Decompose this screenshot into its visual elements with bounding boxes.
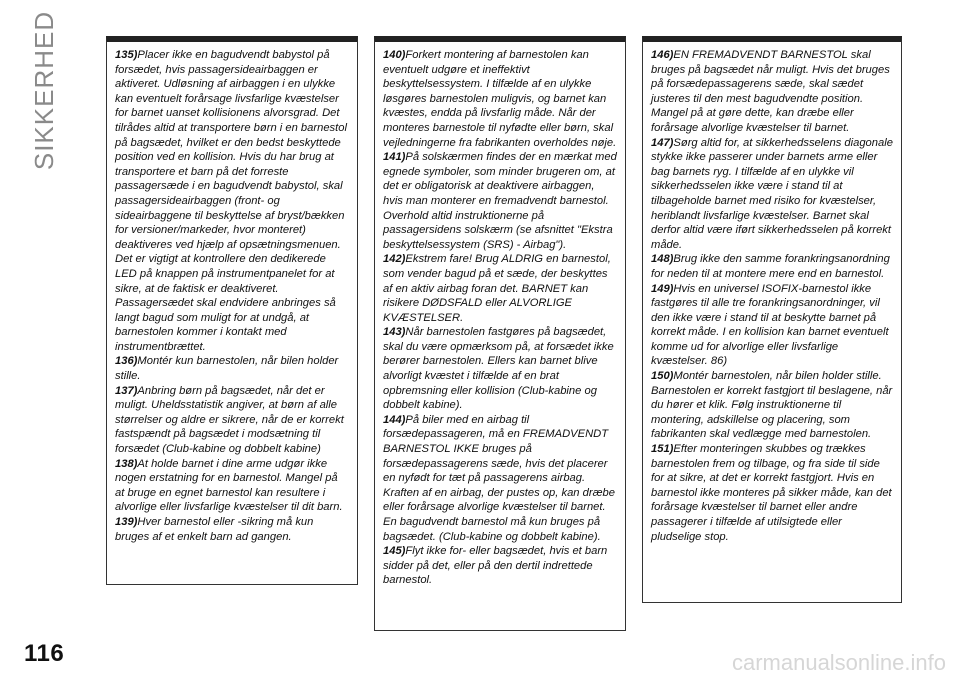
warning-number: 144) — [383, 413, 406, 426]
warning-box-2 — [374, 36, 626, 631]
warning-number: 150) — [651, 370, 674, 383]
warning-text: Ekstrem fare! Brug ALDRIG en barnestol, som vender bagud på et sæde, der beskyttes af en aktiv airbag foran det. BARNET kan risikere DØDSFALD eller ALVORLIGE KVÆSTELSER. — [383, 253, 611, 324]
warning-text: At holde barnet i dine arme udgør ikke nogen erstatning for en barnestol. Mangel på at bruge en egnet barnestol kan resultere i alvorlige eller livsfarlige kvæstelser til dit barn. — [115, 457, 343, 514]
warning-number: 137) — [115, 384, 138, 397]
warning-paragraph — [651, 442, 893, 544]
warning-number: 140) — [383, 49, 406, 61]
warning-text: Sørg altid for, at sikkerhedsselens diagonale stykke ikke passerer under barnets arme eller bag barnets ryg. I tilfælde af en ulykke vil sikkerhedsselen ikke være i stand til at tilbageholde barnet med risiko for kvæstelser, heriblandt livsfarlige kvæstelser. Barnet skal derfor altid være iført sikkerhedsselen på korrekt måde. — [651, 136, 893, 251]
warning-number: 141) — [383, 151, 406, 164]
warning-paragraph — [115, 48, 349, 354]
warning-text: Når barnestolen fastgøres på bagsædet, skal du være opmærksom på, at forsædet ikke berører barnestolen. Ellers kan barnet blive alvorligt kvæstet i tilfælde af en brat opbremsning eller kollision (Club-kabine og dobbelt kabine). — [383, 326, 614, 412]
warning-text: Montér barnestolen, når bilen holder stille. Barnestolen er korrekt fastgjort til beslagene, når du hører et klik. Følg instruktionerne til montering, adskillelse og placering, som fabrikanten skal vedlægge med barnestolen. — [651, 370, 893, 441]
warning-paragraph — [651, 136, 893, 253]
warning-paragraph — [383, 150, 617, 252]
warning-text: Hver barnestol eller -sikring må kun bruges af et enkelt barn ad gangen. — [115, 516, 314, 543]
warning-paragraph — [383, 252, 617, 325]
section-tab — [14, 10, 76, 170]
warning-text: EN FREMADVENDT BARNESTOL skal bruges på bagsædet når muligt. Hvis det bruges på forsædepassagerens sæde, skal sædet justeres til den mest bagudvendte position. Mangel på at gøre dette, kan dræbe eller forårsage alvorlige kvæstelser til barnet. — [651, 49, 890, 134]
warning-paragraph — [383, 544, 617, 588]
warning-number: 145) — [383, 545, 406, 558]
warning-text: På solskærmen findes der en mærkat med egnede symboler, som minder brugeren om, at det er obligatorisk at deaktivere airbaggen, hvis man monterer en fremadvendt barnestol. Overhold altid instruktionerne på passagersidens solskærm (se afsnittet "Ekstra beskyttelsessystem (SRS) - Airbag"). — [383, 151, 617, 251]
warning-text: Montér kun barnestolen, når bilen holder stille. — [115, 355, 339, 383]
warning-number: 146) — [651, 49, 674, 61]
warning-text: Anbring børn på bagsædet, når det er muligt. Uheldsstatistik angiver, at børn af alle størrelser og aldre er sikrere, når de er korrekt fastspændt på bagsædet i modsætning til forsædet (Club-kabine og dobbelt kabine) — [115, 384, 344, 456]
warning-paragraph — [115, 515, 349, 544]
warning-paragraph — [115, 457, 349, 515]
warning-number: 142) — [383, 253, 406, 266]
warning-paragraph — [651, 369, 893, 442]
warning-paragraph — [651, 252, 893, 281]
watermark: carmanualsonline.info — [731, 650, 946, 675]
warning-paragraph — [115, 384, 349, 457]
warning-text: Brug ikke den samme forankringsanordning for neden til at montere mere end en barnestol. — [651, 253, 890, 280]
warning-number: 138) — [115, 457, 138, 470]
warning-paragraph — [383, 413, 617, 544]
warning-number: 151) — [651, 443, 674, 456]
warning-text: På biler med en airbag til forsædepassageren, må en FREMADVENDT BARNESTOL IKKE bruges på forsædepassagerens sæde, hvis det placerer en nyfødt for tæt på passagerens airbag. Kraften af en airbag, der pustes op, kan dræbe eller forårsage alvorlige kvæstelser til barnet. En bagudvendt barnestol må kun bruges på bagsædet. (Club-kabine og dobbelt kabine). — [383, 413, 615, 543]
warning-text: Hvis en universel ISOFIX-barnestol ikke fastgøres til alle tre forankringsanordninger, vil den ikke være i stand til at beskytte barnet på korrekt måde. I en kollision kan barnet eventuelt komme ud for alvorlige eller livsfarlige kvæstelser. 86) — [651, 282, 889, 368]
warning-text: Efter monteringen skubbes og trækkes barnestolen frem og tilbage, og fra side til side for at sikre, at det er korrekt fastgjort. Hvis en barnestol ikke monteres på sikker måde, kan det forårsage kvæstelser til barnet eller andre passagerer i tilfælde af utilsigtede eller pludselige stop. — [651, 443, 892, 543]
warning-number: 148) — [651, 253, 674, 266]
warning-text: Forkert montering af barnestolen kan eventuelt udgøre et ineffektivt beskyttelsessystem. I tilfælde af en ulykke løsgøres barnestolen muligvis, og barnet kan kvæstes, endda på livsfarlig måde. Når der monteres barnestole til nyfødte eller børn, skal vejledningerne fra fabrikanten overholdes nøje. — [383, 49, 617, 149]
warning-paragraph — [651, 48, 893, 136]
warning-paragraph — [651, 282, 893, 370]
warning-paragraph — [383, 48, 617, 150]
warning-paragraph — [115, 354, 349, 383]
warning-text: Placer ikke en bagudvendt babystol på forsædet, hvis passagersideairbaggen er aktiveret. Udløsning af airbaggen i en ulykke kan eventuelt forårsage livsfarlige kvæstelser for barnet uanset kollisionens alvorsgrad. Det tilrådes altid at transportere børn i en barnestol på bagsædet, hvilket er den bedst beskyttede position ved en kollision. Hvis du har brug at transportere et barn på det forreste passagersæde i en bagudvendt babystol, skal passagersideairbaggen (front- og sideairbaggene til beskyttelse af bryst/bækken for versioner/markeder, hvor monteret) deaktiveres ved hjælp af opsætningsmenuen. Det er vigtigt at kontrollere den dedikerede LED på knappen på instrumentpanelet for at sikre, at de faktisk er deaktiveret. Passagersædet skal endvidere anbringes så langt bagud som muligt for at undgå, at barnestolen kommer i kontakt med instrumentbrættet. — [115, 49, 347, 353]
section-title: SIKKERHED — [29, 10, 60, 170]
warning-number: 136) — [115, 355, 138, 368]
warning-box-3 — [642, 36, 902, 603]
warning-number: 139) — [115, 516, 138, 528]
warning-number: 143) — [383, 326, 406, 339]
warning-number: 135) — [115, 49, 138, 61]
warning-number: 147) — [651, 136, 674, 149]
page-number: 116 — [24, 640, 65, 667]
warning-text: Flyt ikke for- eller bagsædet, hvis et barn sidder på det, eller på den dertil indrettede barnestol. — [383, 545, 608, 587]
warning-paragraph — [383, 325, 617, 413]
warning-number: 149) — [651, 282, 674, 295]
warning-box-1 — [106, 36, 358, 585]
